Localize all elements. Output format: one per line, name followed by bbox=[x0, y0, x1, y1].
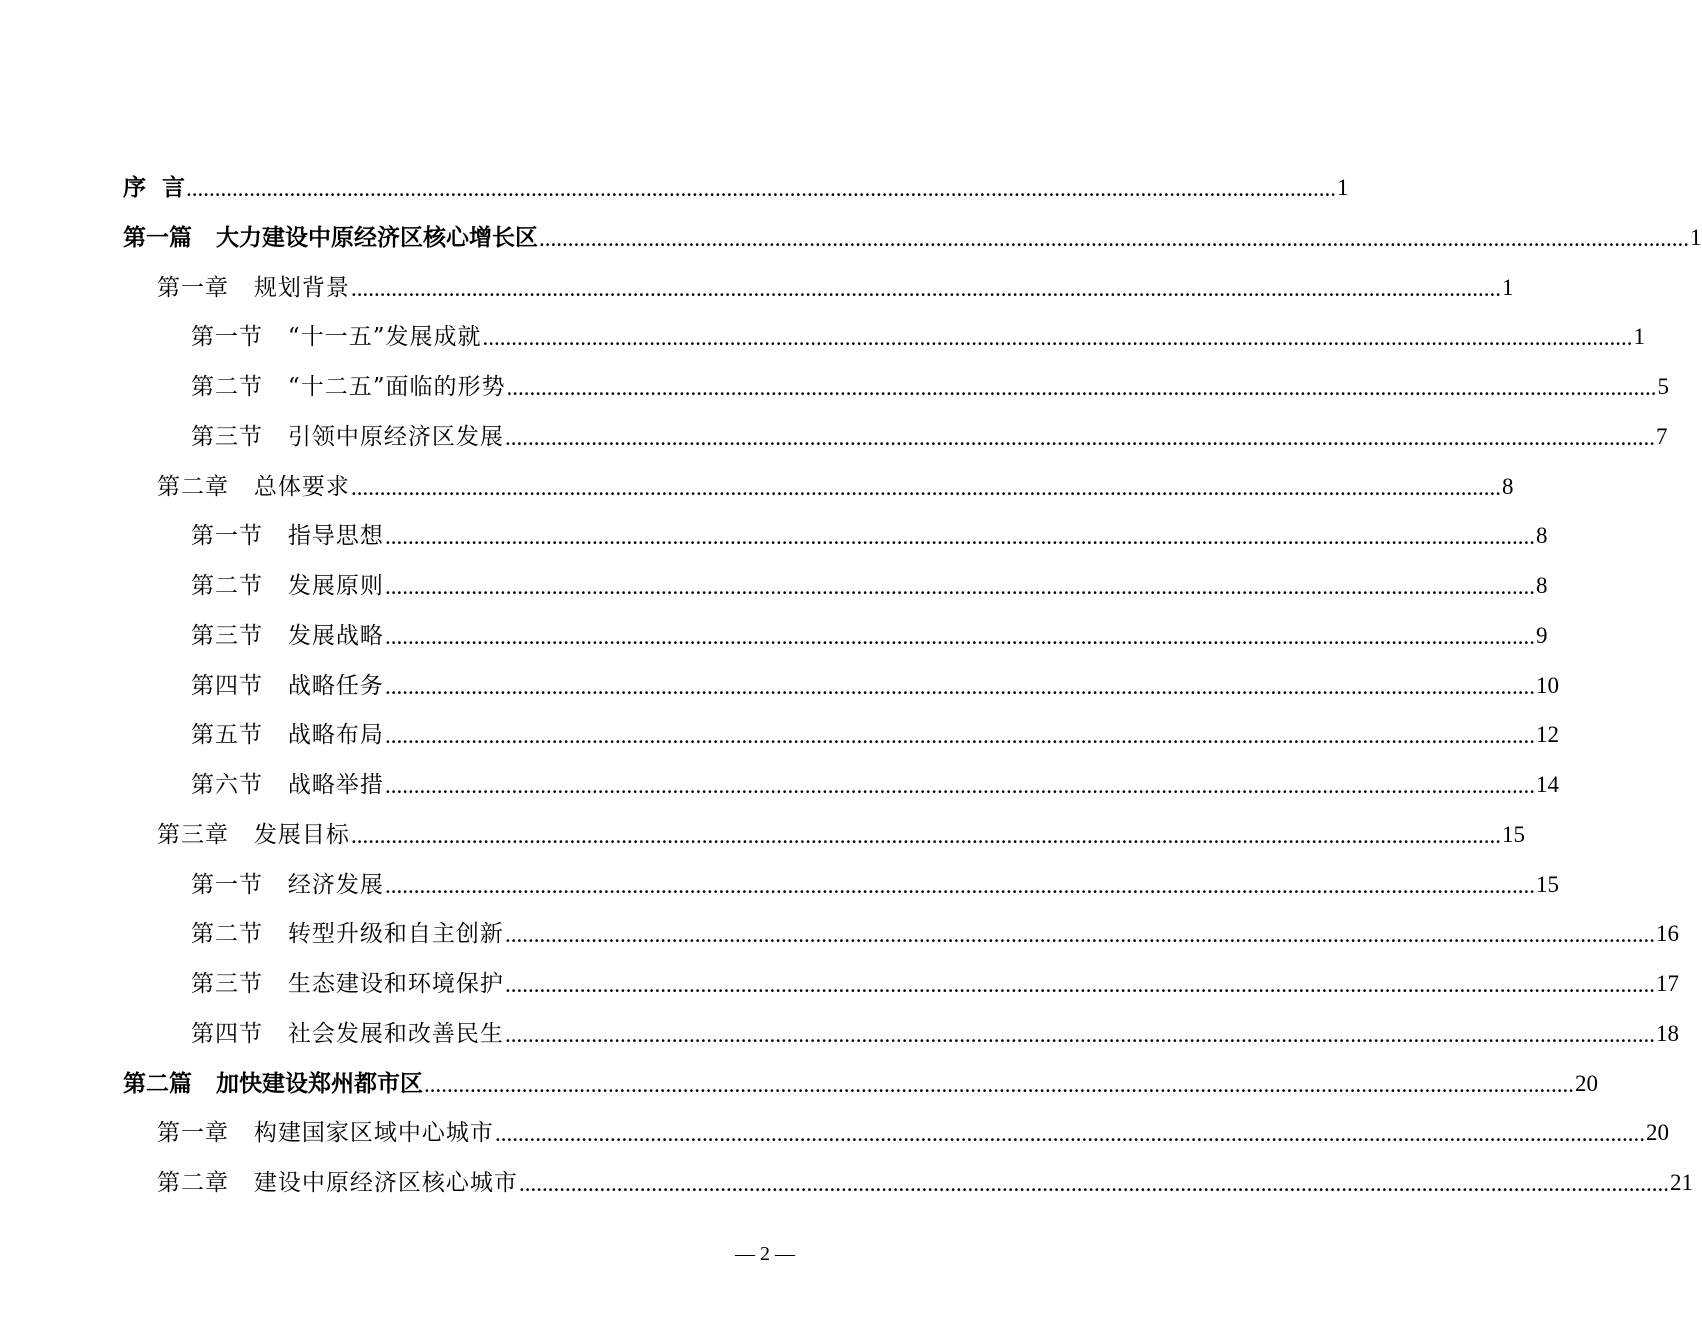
toc-dot-leader: ........................................................................................................................................................................................................ bbox=[504, 1022, 1655, 1047]
toc-entry-page-number: 8 bbox=[1501, 474, 1514, 499]
toc-entry bbox=[191, 765, 1559, 805]
toc-entry-title: 第一章 构建国家区域中心城市 bbox=[157, 1120, 494, 1146]
toc-entry-title: 第二篇 加快建设郑州都市区 bbox=[123, 1071, 424, 1097]
toc-entry-page-number: 17 bbox=[1655, 971, 1679, 996]
toc-entry-title: 第二节 转型升级和自主创新 bbox=[191, 921, 504, 947]
toc-dot-leader: ........................................................................................................................................................................................................ bbox=[482, 325, 1633, 350]
toc-entry-title: 第一节 指导思想 bbox=[191, 523, 384, 549]
toc-entry-page-number: 1 bbox=[1501, 275, 1514, 300]
toc-dot-leader: ........................................................................................................................................................................................................ bbox=[186, 176, 1337, 201]
toc-entry-page-number: 20 bbox=[1575, 1071, 1599, 1096]
toc-dot-leader: ........................................................................................................................................................................................................ bbox=[424, 1072, 1575, 1097]
toc-entry-page-number: 1 bbox=[1633, 324, 1645, 349]
toc-entry-page-number: 5 bbox=[1657, 374, 1669, 399]
toc-entry bbox=[191, 367, 1669, 407]
toc-dot-leader: ........................................................................................................................................................................................................ bbox=[518, 1171, 1669, 1196]
toc-dot-leader: ........................................................................................................................................................................................................ bbox=[384, 773, 1535, 798]
toc-dot-leader: ........................................................................................................................................................................................................ bbox=[494, 1121, 1645, 1146]
toc-entry bbox=[157, 1163, 1693, 1203]
toc-entry-title: 第三节 生态建设和环境保护 bbox=[191, 971, 504, 997]
toc-dot-leader: ........................................................................................................................................................................................................ bbox=[384, 873, 1535, 898]
toc-dot-leader: ........................................................................................................................................................................................................ bbox=[384, 723, 1535, 748]
toc-dot-leader: ........................................................................................................................................................................................................ bbox=[384, 524, 1535, 549]
toc-entry-page-number: 18 bbox=[1655, 1021, 1679, 1046]
toc-entry bbox=[191, 715, 1559, 755]
toc-entry-title: 第二节 “十二五”面临的形势 bbox=[191, 374, 506, 400]
toc-entry-page-number: 8 bbox=[1535, 573, 1548, 598]
toc-entry bbox=[157, 1113, 1669, 1153]
toc-dot-leader: ........................................................................................................................................................................................................ bbox=[504, 922, 1655, 947]
toc-entry-page-number: 1 bbox=[1337, 175, 1349, 200]
toc-entry bbox=[191, 964, 1679, 1004]
toc-entry-title: 第一节 经济发展 bbox=[191, 872, 384, 898]
toc-entry-title: 第二章 总体要求 bbox=[157, 474, 350, 500]
toc-entry-page-number: 8 bbox=[1535, 523, 1548, 548]
toc-dot-leader: ........................................................................................................................................................................................................ bbox=[384, 674, 1535, 699]
toc-entry bbox=[123, 218, 1702, 258]
toc-dot-leader: ........................................................................................................................................................................................................ bbox=[384, 574, 1535, 599]
toc-entry-title: 第三节 引领中原经济区发展 bbox=[191, 424, 504, 450]
toc-entry bbox=[191, 516, 1548, 556]
toc-entry bbox=[157, 467, 1514, 507]
toc-entry bbox=[191, 317, 1645, 357]
toc-entry-page-number: 16 bbox=[1655, 921, 1679, 946]
toc-entry bbox=[191, 865, 1559, 905]
toc-entry-title: 第三章 发展目标 bbox=[157, 822, 350, 848]
toc-entry bbox=[123, 168, 1349, 208]
toc-dot-leader: ........................................................................................................................................................................................................ bbox=[384, 624, 1535, 649]
toc-entry-page-number: 12 bbox=[1535, 722, 1559, 747]
toc-entry-title: 第二章 建设中原经济区核心城市 bbox=[157, 1170, 518, 1196]
toc-entry-title: 第五节 战略布局 bbox=[191, 722, 384, 748]
toc-entry-title: 第二节 发展原则 bbox=[191, 573, 384, 599]
toc-entry-page-number: 15 bbox=[1501, 822, 1525, 847]
toc-entry-title: 第一节 “十一五”发展成就 bbox=[191, 324, 482, 350]
toc-entry bbox=[157, 268, 1514, 308]
toc-dot-leader: ........................................................................................................................................................................................................ bbox=[350, 276, 1501, 301]
toc-entry-title: 第四节 战略任务 bbox=[191, 673, 384, 699]
toc-entry-title: 第三节 发展战略 bbox=[191, 623, 384, 649]
toc-entry bbox=[191, 417, 1668, 457]
toc-entry-page-number: 1 bbox=[1690, 225, 1702, 250]
toc-entry-title: 第一章 规划背景 bbox=[157, 275, 350, 301]
toc-entry bbox=[191, 666, 1559, 706]
toc-entry-title: 第四节 社会发展和改善民生 bbox=[191, 1021, 504, 1047]
toc-entry-title: 第一篇 大力建设中原经济区核心增长区 bbox=[123, 225, 539, 251]
toc-dot-leader: ........................................................................................................................................................................................................ bbox=[350, 475, 1501, 500]
toc-entry-title: 第六节 战略举措 bbox=[191, 772, 384, 798]
toc-dot-leader: ........................................................................................................................................................................................................ bbox=[506, 375, 1657, 400]
toc-entry bbox=[123, 1064, 1599, 1104]
toc-entry bbox=[191, 616, 1548, 656]
toc-entry bbox=[191, 914, 1679, 954]
toc-dot-leader: ........................................................................................................................................................................................................ bbox=[539, 226, 1690, 251]
toc-entry bbox=[157, 815, 1525, 855]
toc-dot-leader: ........................................................................................................................................................................................................ bbox=[504, 425, 1655, 450]
toc-entry-page-number: 15 bbox=[1535, 872, 1559, 897]
toc-entry-page-number: 14 bbox=[1535, 772, 1559, 797]
toc-dot-leader: ........................................................................................................................................................................................................ bbox=[504, 972, 1655, 997]
toc-entry-page-number: 10 bbox=[1535, 673, 1559, 698]
toc-entry-page-number: 7 bbox=[1655, 424, 1668, 449]
toc-entry-page-number: 21 bbox=[1669, 1170, 1693, 1195]
toc-entry bbox=[191, 1014, 1679, 1054]
toc-entry-title: 序 言 bbox=[123, 175, 186, 201]
footer-page-number: — 2 — bbox=[735, 1243, 795, 1265]
toc-entry bbox=[191, 566, 1548, 606]
toc-entry-page-number: 20 bbox=[1645, 1120, 1669, 1145]
toc-dot-leader: ........................................................................................................................................................................................................ bbox=[350, 823, 1501, 848]
toc-entry-page-number: 9 bbox=[1535, 623, 1548, 648]
